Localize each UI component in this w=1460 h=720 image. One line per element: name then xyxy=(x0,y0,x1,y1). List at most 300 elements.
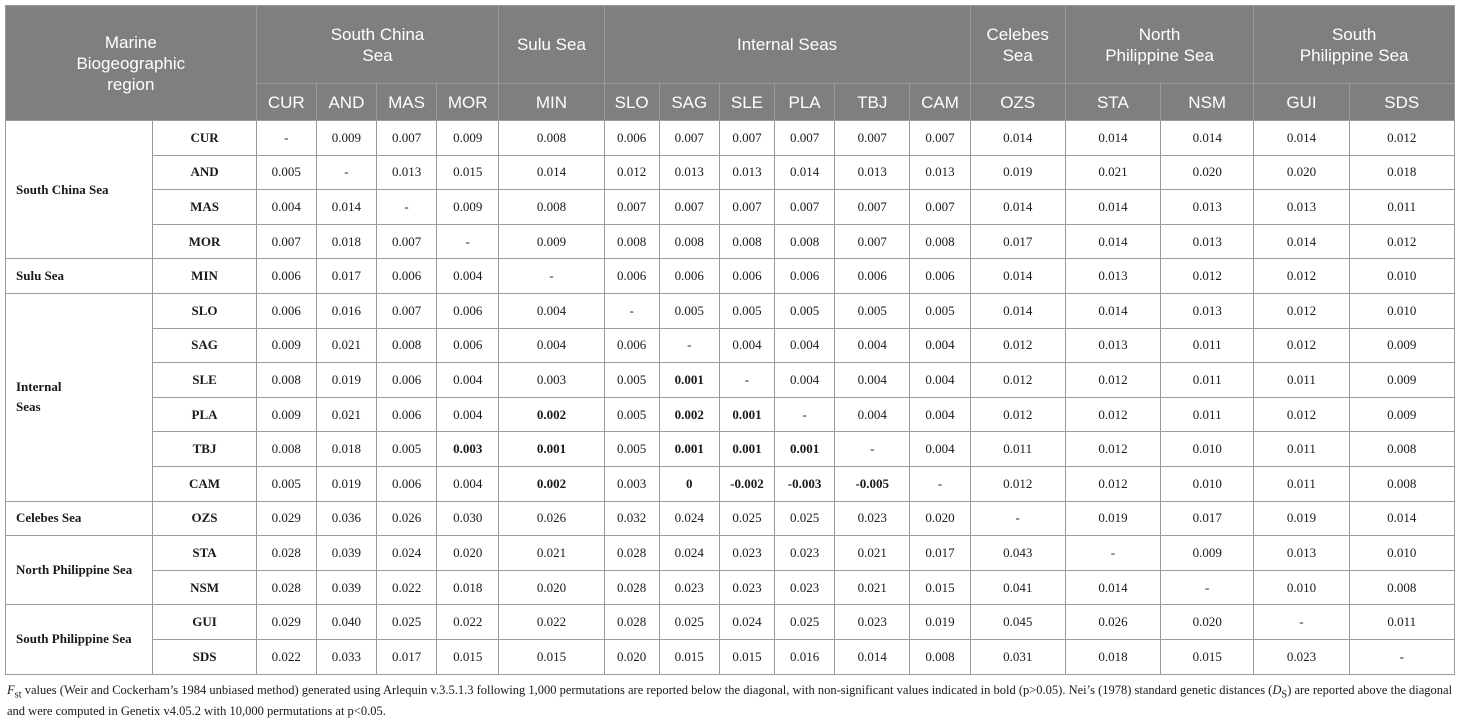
site-row-label: MOR xyxy=(153,224,256,259)
value-cell: 0.012 xyxy=(1254,259,1349,294)
region-label: South China Sea xyxy=(16,180,136,200)
value-cell: 0.008 xyxy=(719,224,774,259)
value-cell: 0.015 xyxy=(719,639,774,674)
value-cell: 0.008 xyxy=(499,121,604,156)
region-header xyxy=(604,6,970,84)
region-header xyxy=(1065,6,1254,84)
site-column-header: SLO xyxy=(604,84,659,121)
region-header-label: South China Sea xyxy=(322,24,432,66)
value-cell: - xyxy=(910,466,970,501)
value-cell: -0.003 xyxy=(775,466,835,501)
value-cell: 0.006 xyxy=(604,121,659,156)
value-cell: 0.008 xyxy=(1349,570,1454,605)
value-cell: 0.012 xyxy=(604,155,659,190)
value-cell: 0.014 xyxy=(1065,224,1160,259)
value-cell: 0.006 xyxy=(604,259,659,294)
value-cell: 0.004 xyxy=(775,363,835,398)
value-cell: 0.014 xyxy=(970,293,1065,328)
value-cell: 0.008 xyxy=(376,328,436,363)
value-cell: 0.019 xyxy=(1065,501,1160,536)
value-cell: 0.017 xyxy=(970,224,1065,259)
value-cell: 0.025 xyxy=(775,501,835,536)
value-cell: 0.041 xyxy=(970,570,1065,605)
region-header-label: Internal Seas xyxy=(692,34,882,55)
region-cell xyxy=(6,293,153,501)
value-cell: 0.006 xyxy=(256,259,316,294)
region-header xyxy=(256,6,499,84)
table-row xyxy=(6,328,1455,363)
value-cell: 0.023 xyxy=(719,536,774,571)
region-label: Internal Seas xyxy=(16,377,76,417)
fst-subscript: st xyxy=(15,689,22,700)
value-cell: 0.006 xyxy=(437,328,499,363)
value-cell: -0.002 xyxy=(719,466,774,501)
value-cell: 0.010 xyxy=(1161,432,1254,467)
value-cell: 0.006 xyxy=(376,397,436,432)
value-cell: 0.015 xyxy=(1161,639,1254,674)
value-cell: 0.022 xyxy=(256,639,316,674)
value-cell: 0.013 xyxy=(659,155,719,190)
table-row xyxy=(6,121,1455,156)
site-column-header: GUI xyxy=(1254,84,1349,121)
value-cell: 0.018 xyxy=(1065,639,1160,674)
value-cell: - xyxy=(1065,536,1160,571)
value-cell: 0.005 xyxy=(835,293,910,328)
value-cell: 0.011 xyxy=(1349,605,1454,640)
value-cell: 0.015 xyxy=(499,639,604,674)
value-cell: 0.031 xyxy=(970,639,1065,674)
value-cell: 0.006 xyxy=(256,293,316,328)
value-cell: 0.006 xyxy=(659,259,719,294)
table-row xyxy=(6,570,1455,605)
value-cell: 0.030 xyxy=(437,501,499,536)
ds-symbol: D xyxy=(1272,683,1281,697)
value-cell: 0.013 xyxy=(1254,536,1349,571)
value-cell: 0.001 xyxy=(719,397,774,432)
table-row xyxy=(6,466,1455,501)
value-cell: - xyxy=(1254,605,1349,640)
value-cell: 0.019 xyxy=(316,363,376,398)
value-cell: 0.005 xyxy=(604,363,659,398)
value-cell: 0.007 xyxy=(659,121,719,156)
value-cell: 0.023 xyxy=(1254,639,1349,674)
site-row-label: OZS xyxy=(153,501,256,536)
value-cell: 0.013 xyxy=(1065,328,1160,363)
value-cell: 0.029 xyxy=(256,605,316,640)
region-header xyxy=(499,6,604,84)
value-cell: 0.007 xyxy=(659,190,719,225)
value-cell: 0.028 xyxy=(604,605,659,640)
value-cell: 0 xyxy=(659,466,719,501)
value-cell: 0.012 xyxy=(1254,397,1349,432)
value-cell: 0.001 xyxy=(499,432,604,467)
value-cell: 0.011 xyxy=(1254,363,1349,398)
value-cell: 0.019 xyxy=(316,466,376,501)
region-header-label: North Philippine Sea xyxy=(1105,24,1215,66)
value-cell: 0.007 xyxy=(719,190,774,225)
value-cell: 0.021 xyxy=(1065,155,1160,190)
value-cell: 0.007 xyxy=(604,190,659,225)
site-column-header: OZS xyxy=(970,84,1065,121)
region-header xyxy=(1254,6,1455,84)
region-header-label: Celebes Sea xyxy=(978,24,1058,66)
value-cell: 0.002 xyxy=(499,397,604,432)
value-cell: 0.003 xyxy=(604,466,659,501)
value-cell: - xyxy=(256,121,316,156)
table-row xyxy=(6,155,1455,190)
value-cell: 0.014 xyxy=(1065,121,1160,156)
value-cell: 0.007 xyxy=(376,224,436,259)
value-cell: 0.006 xyxy=(604,328,659,363)
value-cell: 0.023 xyxy=(659,570,719,605)
value-cell: 0.009 xyxy=(437,121,499,156)
value-cell: 0.007 xyxy=(835,224,910,259)
value-cell: 0.024 xyxy=(376,536,436,571)
site-row-label: SAG xyxy=(153,328,256,363)
value-cell: -0.005 xyxy=(835,466,910,501)
site-row-label: TBJ xyxy=(153,432,256,467)
value-cell: 0.009 xyxy=(256,397,316,432)
value-cell: 0.009 xyxy=(256,328,316,363)
value-cell: 0.020 xyxy=(437,536,499,571)
value-cell: 0.011 xyxy=(1254,432,1349,467)
value-cell: 0.012 xyxy=(1065,397,1160,432)
value-cell: 0.011 xyxy=(1161,363,1254,398)
value-cell: 0.018 xyxy=(1349,155,1454,190)
value-cell: 0.017 xyxy=(1161,501,1254,536)
value-cell: 0.022 xyxy=(376,570,436,605)
value-cell: 0.026 xyxy=(499,501,604,536)
value-cell: 0.008 xyxy=(910,224,970,259)
value-cell: - xyxy=(835,432,910,467)
value-cell: 0.025 xyxy=(376,605,436,640)
table-caption xyxy=(5,682,1455,720)
value-cell: 0.013 xyxy=(910,155,970,190)
value-cell: 0.005 xyxy=(659,293,719,328)
value-cell: 0.008 xyxy=(910,639,970,674)
value-cell: 0.026 xyxy=(1065,605,1160,640)
value-cell: 0.019 xyxy=(970,155,1065,190)
region-label: Sulu Sea xyxy=(16,266,136,286)
caption-text-2: ) are reported above the diagonal and were computed in Genetix v4.05.2 with 10,000 permutations at p<0.05. xyxy=(7,683,1452,719)
value-cell: 0.012 xyxy=(970,397,1065,432)
value-cell: 0.004 xyxy=(835,363,910,398)
value-cell: 0.009 xyxy=(1349,328,1454,363)
value-cell: 0.006 xyxy=(376,259,436,294)
value-cell: 0.012 xyxy=(1065,432,1160,467)
value-cell: 0.014 xyxy=(1349,501,1454,536)
value-cell: 0.020 xyxy=(1161,605,1254,640)
region-label: South Philippine Sea xyxy=(16,629,136,649)
value-cell: 0.003 xyxy=(499,363,604,398)
site-row-label: STA xyxy=(153,536,256,571)
value-cell: 0.008 xyxy=(1349,466,1454,501)
value-cell: - xyxy=(376,190,436,225)
value-cell: 0.008 xyxy=(256,363,316,398)
value-cell: 0.025 xyxy=(775,605,835,640)
value-cell: 0.006 xyxy=(910,259,970,294)
value-cell: 0.010 xyxy=(1254,570,1349,605)
value-cell: 0.023 xyxy=(775,536,835,571)
value-cell: 0.021 xyxy=(316,328,376,363)
value-cell: 0.014 xyxy=(1065,570,1160,605)
value-cell: - xyxy=(775,397,835,432)
value-cell: 0.010 xyxy=(1161,466,1254,501)
value-cell: - xyxy=(719,363,774,398)
value-cell: 0.008 xyxy=(659,224,719,259)
site-column-header: TBJ xyxy=(835,84,910,121)
value-cell: 0.004 xyxy=(910,432,970,467)
value-cell: 0.007 xyxy=(835,190,910,225)
region-cell xyxy=(6,259,153,294)
table-row xyxy=(6,259,1455,294)
value-cell: 0.009 xyxy=(1349,397,1454,432)
value-cell: 0.008 xyxy=(499,190,604,225)
fst-symbol: F xyxy=(7,683,15,697)
value-cell: 0.039 xyxy=(316,536,376,571)
value-cell: 0.019 xyxy=(910,605,970,640)
site-row-label: SDS xyxy=(153,639,256,674)
value-cell: 0.024 xyxy=(719,605,774,640)
value-cell: 0.007 xyxy=(376,121,436,156)
site-column-header: MIN xyxy=(499,84,604,121)
value-cell: 0.045 xyxy=(970,605,1065,640)
value-cell: 0.012 xyxy=(1065,466,1160,501)
value-cell: 0.007 xyxy=(256,224,316,259)
site-row-label: NSM xyxy=(153,570,256,605)
value-cell: 0.007 xyxy=(719,121,774,156)
value-cell: 0.009 xyxy=(1161,536,1254,571)
value-cell: 0.020 xyxy=(1254,155,1349,190)
value-cell: 0.012 xyxy=(1349,224,1454,259)
site-row-label: SLE xyxy=(153,363,256,398)
site-column-header: PLA xyxy=(775,84,835,121)
value-cell: 0.013 xyxy=(1161,293,1254,328)
value-cell: 0.004 xyxy=(437,363,499,398)
table-row xyxy=(6,501,1455,536)
value-cell: 0.028 xyxy=(256,536,316,571)
value-cell: 0.005 xyxy=(719,293,774,328)
value-cell: 0.021 xyxy=(316,397,376,432)
value-cell: 0.028 xyxy=(604,570,659,605)
value-cell: 0.023 xyxy=(835,605,910,640)
value-cell: 0.024 xyxy=(659,536,719,571)
value-cell: 0.007 xyxy=(775,190,835,225)
value-cell: 0.026 xyxy=(376,501,436,536)
value-cell: 0.012 xyxy=(1161,259,1254,294)
value-cell: 0.014 xyxy=(316,190,376,225)
value-cell: 0.016 xyxy=(316,293,376,328)
value-cell: 0.018 xyxy=(316,224,376,259)
site-column-header: SAG xyxy=(659,84,719,121)
table-row xyxy=(6,363,1455,398)
value-cell: 0.022 xyxy=(499,605,604,640)
region-header-label: Sulu Sea xyxy=(506,34,596,55)
region-cell xyxy=(6,501,153,536)
corner-header xyxy=(6,6,257,121)
value-cell: 0.016 xyxy=(775,639,835,674)
value-cell: 0.004 xyxy=(775,328,835,363)
value-cell: 0.001 xyxy=(775,432,835,467)
value-cell: - xyxy=(1349,639,1454,674)
site-column-header: AND xyxy=(316,84,376,121)
value-cell: 0.004 xyxy=(256,190,316,225)
value-cell: 0.004 xyxy=(910,328,970,363)
value-cell: 0.013 xyxy=(1161,224,1254,259)
site-column-header: NSM xyxy=(1161,84,1254,121)
value-cell: 0.011 xyxy=(1161,328,1254,363)
value-cell: 0.024 xyxy=(659,501,719,536)
table-container xyxy=(5,5,1455,720)
value-cell: 0.002 xyxy=(499,466,604,501)
value-cell: 0.001 xyxy=(659,363,719,398)
value-cell: 0.029 xyxy=(256,501,316,536)
value-cell: 0.006 xyxy=(835,259,910,294)
value-cell: 0.014 xyxy=(1254,121,1349,156)
fst-distance-table xyxy=(5,5,1455,675)
value-cell: 0.012 xyxy=(1349,121,1454,156)
value-cell: 0.007 xyxy=(775,121,835,156)
site-column-header: MAS xyxy=(376,84,436,121)
value-cell: 0.007 xyxy=(376,293,436,328)
value-cell: 0.013 xyxy=(719,155,774,190)
value-cell: 0.015 xyxy=(910,570,970,605)
value-cell: 0.005 xyxy=(604,432,659,467)
value-cell: 0.004 xyxy=(437,397,499,432)
value-cell: 0.022 xyxy=(437,605,499,640)
value-cell: 0.023 xyxy=(775,570,835,605)
value-cell: 0.019 xyxy=(1254,501,1349,536)
value-cell: 0.014 xyxy=(1065,293,1160,328)
table-row xyxy=(6,397,1455,432)
table-row xyxy=(6,536,1455,571)
corner-label: Marine Biogeographic region xyxy=(66,32,196,95)
site-row-label: SLO xyxy=(153,293,256,328)
value-cell: 0.012 xyxy=(970,466,1065,501)
value-cell: 0.025 xyxy=(659,605,719,640)
value-cell: 0.036 xyxy=(316,501,376,536)
value-cell: 0.014 xyxy=(775,155,835,190)
table-row xyxy=(6,605,1455,640)
value-cell: 0.020 xyxy=(499,570,604,605)
value-cell: 0.009 xyxy=(437,190,499,225)
value-cell: 0.012 xyxy=(970,363,1065,398)
table-row xyxy=(6,190,1455,225)
value-cell: 0.033 xyxy=(316,639,376,674)
site-row-label: AND xyxy=(153,155,256,190)
site-column-header: SDS xyxy=(1349,84,1454,121)
value-cell: - xyxy=(499,259,604,294)
value-cell: 0.004 xyxy=(719,328,774,363)
value-cell: 0.013 xyxy=(835,155,910,190)
value-cell: 0.006 xyxy=(719,259,774,294)
value-cell: 0.004 xyxy=(437,466,499,501)
value-cell: 0.006 xyxy=(376,363,436,398)
value-cell: 0.011 xyxy=(1161,397,1254,432)
value-cell: 0.043 xyxy=(970,536,1065,571)
value-cell: 0.015 xyxy=(659,639,719,674)
value-cell: 0.028 xyxy=(256,570,316,605)
value-cell: 0.018 xyxy=(437,570,499,605)
caption-text-1: values (Weir and Cockerham’s 1984 unbiased method) generated using Arlequin v.3.5.1.3 following 1,000 permutations are reported below the diagonal, with non-significant values indicated in bold (p>0.05). Nei’s (1978) standard genetic distances ( xyxy=(22,683,1273,697)
value-cell: 0.021 xyxy=(835,570,910,605)
value-cell: 0.017 xyxy=(316,259,376,294)
table-row xyxy=(6,432,1455,467)
site-column-header: CUR xyxy=(256,84,316,121)
value-cell: 0.005 xyxy=(256,466,316,501)
value-cell: 0.014 xyxy=(970,121,1065,156)
value-cell: 0.008 xyxy=(256,432,316,467)
value-cell: - xyxy=(970,501,1065,536)
region-label: North Philippine Sea xyxy=(16,560,136,580)
value-cell: 0.014 xyxy=(1065,190,1160,225)
value-cell: 0.032 xyxy=(604,501,659,536)
value-cell: 0.017 xyxy=(910,536,970,571)
region-label: Celebes Sea xyxy=(16,508,136,528)
value-cell: 0.009 xyxy=(499,224,604,259)
value-cell: 0.014 xyxy=(1161,121,1254,156)
table-body xyxy=(6,121,1455,675)
value-cell: 0.002 xyxy=(659,397,719,432)
value-cell: 0.005 xyxy=(910,293,970,328)
value-cell: 0.021 xyxy=(499,536,604,571)
value-cell: 0.023 xyxy=(719,570,774,605)
region-header-row xyxy=(6,6,1455,84)
value-cell: 0.009 xyxy=(1349,363,1454,398)
value-cell: 0.011 xyxy=(1349,190,1454,225)
value-cell: 0.006 xyxy=(437,293,499,328)
table-row xyxy=(6,639,1455,674)
value-cell: - xyxy=(437,224,499,259)
value-cell: 0.005 xyxy=(604,397,659,432)
value-cell: 0.010 xyxy=(1349,293,1454,328)
value-cell: 0.004 xyxy=(910,397,970,432)
value-cell: 0.020 xyxy=(1161,155,1254,190)
site-column-header: CAM xyxy=(910,84,970,121)
ds-subscript: S xyxy=(1281,689,1287,700)
value-cell: - xyxy=(604,293,659,328)
value-cell: 0.005 xyxy=(775,293,835,328)
value-cell: 0.011 xyxy=(1254,466,1349,501)
region-cell xyxy=(6,121,153,259)
value-cell: 0.012 xyxy=(1065,363,1160,398)
site-row-label: MIN xyxy=(153,259,256,294)
value-cell: 0.001 xyxy=(719,432,774,467)
value-cell: 0.001 xyxy=(659,432,719,467)
value-cell: 0.013 xyxy=(376,155,436,190)
value-cell: 0.018 xyxy=(316,432,376,467)
value-cell: 0.013 xyxy=(1161,190,1254,225)
value-cell: - xyxy=(316,155,376,190)
value-cell: 0.011 xyxy=(970,432,1065,467)
site-row-label: GUI xyxy=(153,605,256,640)
value-cell: 0.015 xyxy=(437,639,499,674)
value-cell: 0.028 xyxy=(604,536,659,571)
value-cell: 0.004 xyxy=(437,259,499,294)
value-cell: 0.007 xyxy=(910,190,970,225)
value-cell: 0.020 xyxy=(604,639,659,674)
value-cell: 0.008 xyxy=(1349,432,1454,467)
value-cell: 0.039 xyxy=(316,570,376,605)
value-cell: 0.004 xyxy=(910,363,970,398)
value-cell: 0.009 xyxy=(316,121,376,156)
site-column-header: SLE xyxy=(719,84,774,121)
value-cell: 0.004 xyxy=(499,328,604,363)
region-header xyxy=(970,6,1065,84)
value-cell: 0.014 xyxy=(970,259,1065,294)
value-cell: 0.005 xyxy=(256,155,316,190)
value-cell: 0.020 xyxy=(910,501,970,536)
